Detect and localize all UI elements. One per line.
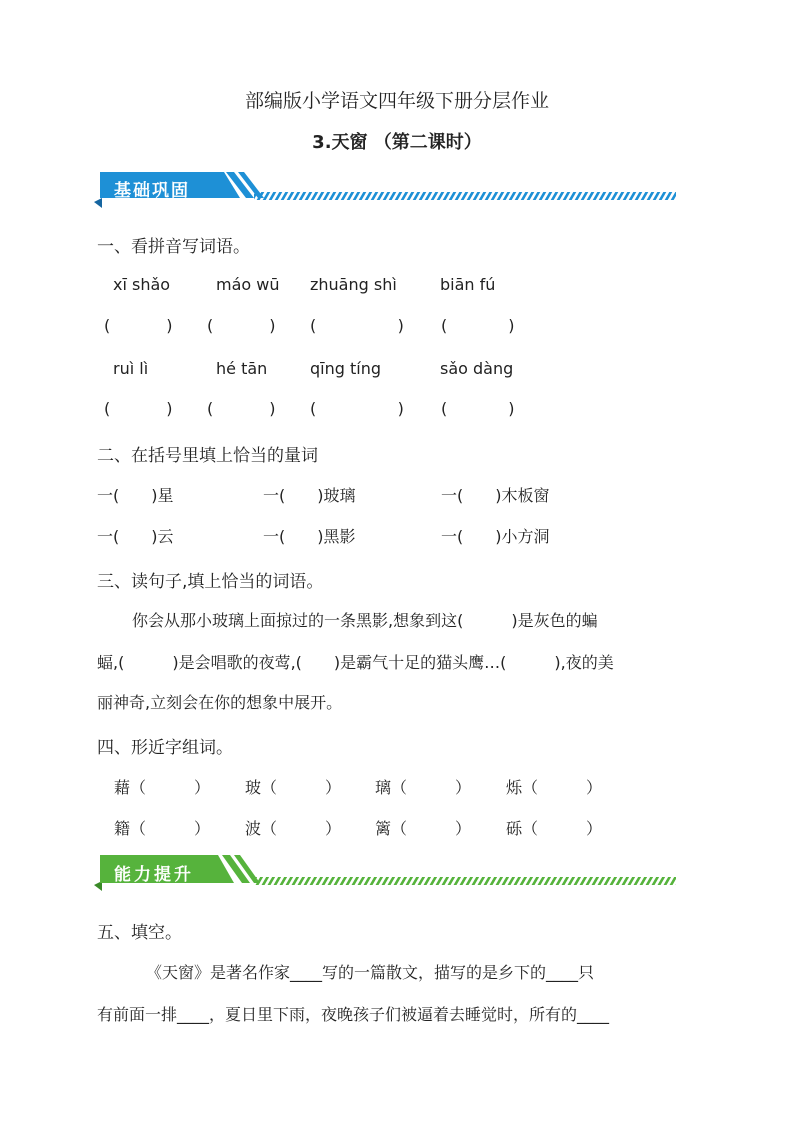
section-banner-basic: [94, 170, 684, 218]
pinyin-7: qīng tíng: [310, 359, 381, 378]
q3-passage-line: 丽神奇,立刻会在你的想象中展开。: [97, 693, 343, 712]
similar-char-item[interactable]: 砾（ ）: [506, 819, 603, 838]
measure-word-item[interactable]: 一( )黑影: [263, 527, 356, 546]
pinyin-2: máo wū: [216, 275, 280, 294]
pinyin-5: ruì lì: [113, 359, 149, 378]
measure-word-item[interactable]: 一( )玻璃: [263, 486, 356, 505]
section-banner-ability: [94, 853, 684, 901]
q3-passage-line: 蝠,( )是会唱歌的夜莺,( )是霸气十足的猫头鹰…( ),夜的美: [97, 653, 614, 672]
answer-blank[interactable]: ( ): [441, 399, 515, 418]
answer-blank[interactable]: ( ): [104, 399, 173, 418]
similar-char-item[interactable]: 璃（ ）: [375, 778, 472, 797]
q3-heading: 三、读句子,填上恰当的词语。: [97, 572, 324, 592]
similar-char-item[interactable]: 玻（ ）: [245, 778, 342, 797]
similar-char-item[interactable]: 烁（ ）: [506, 778, 603, 797]
q1-heading: 一、看拼音写词语。: [97, 237, 250, 257]
q2-heading: 二、在括号里填上恰当的量词: [97, 446, 318, 466]
q5-passage-line: 《天窗》是著名作家____写的一篇散文，描写的是乡下的____只: [146, 963, 595, 982]
similar-char-item[interactable]: 藉（ ）: [114, 778, 211, 797]
section-title-basic: 基础巩固: [114, 181, 190, 201]
q4-heading: 四、形近字组词。: [97, 738, 233, 758]
measure-word-item[interactable]: 一( )云: [97, 527, 174, 546]
answer-blank[interactable]: ( ): [310, 399, 404, 418]
q3-passage-line: 你会从那小玻璃上面掠过的一条黑影,想象到这( )是灰色的蝙: [132, 611, 598, 630]
measure-word-item[interactable]: 一( )小方洞: [441, 527, 550, 546]
pinyin-4: biān fú: [440, 275, 496, 294]
pinyin-6: hé tān: [216, 359, 268, 378]
answer-blank[interactable]: ( ): [104, 316, 173, 335]
q5-passage-line: 有前面一排____，夏日里下雨，夜晚孩子们被逼着去睡觉时，所有的____: [97, 1005, 610, 1024]
q5-heading: 五、填空。: [97, 923, 182, 943]
answer-blank[interactable]: ( ): [441, 316, 515, 335]
page-title: 部编版小学语文四年级下册分层作业: [244, 90, 549, 112]
lesson-subtitle: 3.天窗 （第二课时）: [312, 132, 482, 153]
section-title-ability: 能力提升: [114, 865, 194, 885]
answer-blank[interactable]: ( ): [310, 316, 404, 335]
answer-blank[interactable]: ( ): [207, 399, 276, 418]
answer-blank[interactable]: ( ): [207, 316, 276, 335]
measure-word-item[interactable]: 一( )木板窗: [441, 486, 550, 505]
pinyin-8: sǎo dàng: [440, 359, 514, 378]
similar-char-item[interactable]: 籍（ ）: [114, 819, 211, 838]
similar-char-item[interactable]: 波（ ）: [245, 819, 342, 838]
similar-char-item[interactable]: 篱（ ）: [375, 819, 472, 838]
measure-word-item[interactable]: 一( )星: [97, 486, 174, 505]
pinyin-1: xī shǎo: [113, 275, 171, 294]
pinyin-3: zhuāng shì: [310, 275, 397, 294]
